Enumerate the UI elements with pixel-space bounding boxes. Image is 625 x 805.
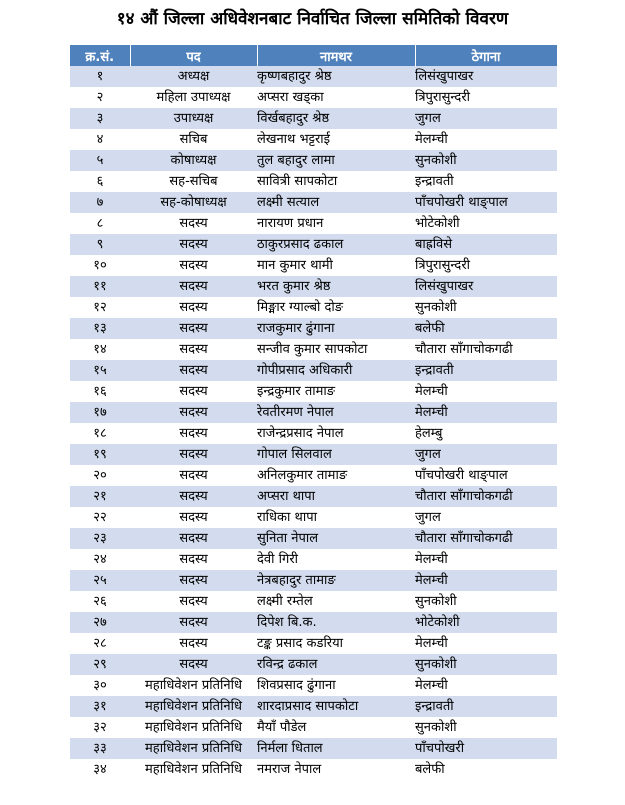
row-address: इन्द्रावती <box>415 171 557 192</box>
row-address: इन्द्रावती <box>415 696 557 717</box>
row-name: भरत कुमार श्रेष्ठ <box>257 276 415 297</box>
row-post: सदस्य <box>130 486 257 507</box>
row-post: सदस्य <box>130 402 257 423</box>
table-row <box>70 213 557 234</box>
row-name: सुनिता नेपाल <box>257 528 415 549</box>
row-serial: १५ <box>70 360 130 381</box>
row-serial: ३२ <box>70 717 130 738</box>
table-row <box>70 507 557 528</box>
row-name: कृष्णबहादुर श्रेष्ठ <box>257 66 415 87</box>
row-address: सुनकोशी <box>415 591 557 612</box>
row-address: त्रिपुरासुन्दरी <box>415 87 557 108</box>
row-address: पाँचपोखरी थाङ्पाल <box>415 465 557 486</box>
row-serial: ३ <box>70 108 130 129</box>
row-post: सदस्य <box>130 654 257 675</box>
row-address: बाह्रविसे <box>415 234 557 255</box>
table-row <box>70 360 557 381</box>
row-name: लक्ष्मी सत्याल <box>257 192 415 213</box>
row-address: भोटेकोशी <box>415 213 557 234</box>
table-row <box>70 381 557 402</box>
row-name: सावित्री सापकोटा <box>257 171 415 192</box>
row-serial: २२ <box>70 507 130 528</box>
table-row <box>70 633 557 654</box>
row-post: महाधिवेशन प्रतिनिधि <box>130 738 257 759</box>
row-name: राजेन्द्रप्रसाद नेपाल <box>257 423 415 444</box>
row-address: सुनकोशी <box>415 150 557 171</box>
row-serial: ३३ <box>70 738 130 759</box>
table-row <box>70 171 557 192</box>
row-name: राजकुमार ढुंगाना <box>257 318 415 339</box>
page-title: १४ औं जिल्ला अधिवेशनबाट निर्वाचित जिल्ला समितिको विवरण <box>116 9 509 29</box>
row-address: लिसंखुपाखर <box>415 66 557 87</box>
row-name: मान कुमार थामी <box>257 255 415 276</box>
row-address: सुनकोशी <box>415 654 557 675</box>
row-serial: १८ <box>70 423 130 444</box>
row-serial: १७ <box>70 402 130 423</box>
table-row <box>70 255 557 276</box>
row-post: सदस्य <box>130 234 257 255</box>
row-name: राधिका थापा <box>257 507 415 528</box>
row-address: मेलम्ची <box>415 549 557 570</box>
row-address: मेलम्ची <box>415 675 557 696</box>
row-name: देवी गिरी <box>257 549 415 570</box>
row-post: सदस्य <box>130 549 257 570</box>
row-address: जुगल <box>415 108 557 129</box>
row-name: शारदाप्रसाद सापकोटा <box>257 696 415 717</box>
row-post: सदस्य <box>130 444 257 465</box>
row-address: भोटेकोशी <box>415 612 557 633</box>
row-serial: २१ <box>70 486 130 507</box>
table-row <box>70 738 557 759</box>
row-name: सन्जीव कुमार सापकोटा <box>257 339 415 360</box>
row-serial: ९ <box>70 234 130 255</box>
table-row <box>70 759 557 780</box>
table-row <box>70 297 557 318</box>
table-header-row <box>70 45 557 66</box>
row-post: सदस्य <box>130 339 257 360</box>
header-name: नामथर <box>257 45 415 66</box>
row-post: सदस्य <box>130 570 257 591</box>
table-row <box>70 717 557 738</box>
row-serial: २५ <box>70 570 130 591</box>
row-post: सदस्य <box>130 528 257 549</box>
row-serial: २४ <box>70 549 130 570</box>
row-post: सह-कोषाध्यक्ष <box>130 192 257 213</box>
row-name: रविन्द्र ढकाल <box>257 654 415 675</box>
row-post: महाधिवेशन प्रतिनिधि <box>130 717 257 738</box>
table-row <box>70 87 557 108</box>
header-address: ठेगाना <box>415 45 557 66</box>
row-post: सदस्य <box>130 318 257 339</box>
row-name: मैयाँ पौडेल <box>257 717 415 738</box>
table-row <box>70 486 557 507</box>
row-serial: ७ <box>70 192 130 213</box>
row-serial: १४ <box>70 339 130 360</box>
table-row <box>70 675 557 696</box>
row-post: महाधिवेशन प्रतिनिधि <box>130 675 257 696</box>
table-row <box>70 402 557 423</box>
row-name: तुल बहादुर लामा <box>257 150 415 171</box>
row-name: इन्द्रकुमार तामाङ <box>257 381 415 402</box>
row-post: सदस्य <box>130 591 257 612</box>
row-address: हेलम्बु <box>415 423 557 444</box>
table-row <box>70 423 557 444</box>
row-name: शिवप्रसाद ढुंगाना <box>257 675 415 696</box>
row-post: महिला उपाध्यक्ष <box>130 87 257 108</box>
row-serial: २३ <box>70 528 130 549</box>
row-serial: २७ <box>70 612 130 633</box>
row-serial: ३४ <box>70 759 130 780</box>
row-name: दिपेश बि.क. <box>257 612 415 633</box>
table-row <box>70 339 557 360</box>
row-address: मेलम्ची <box>415 129 557 150</box>
table-row <box>70 549 557 570</box>
row-name: गोपाल सिलवाल <box>257 444 415 465</box>
table-row <box>70 591 557 612</box>
row-address: मेलम्ची <box>415 402 557 423</box>
row-name: नारायण प्रधान <box>257 213 415 234</box>
row-name: मिङ्मार ग्याल्बो दोङ <box>257 297 415 318</box>
row-name: अप्सरा थापा <box>257 486 415 507</box>
table-row <box>70 654 557 675</box>
row-post: सदस्य <box>130 297 257 318</box>
header-post: पद <box>130 45 257 66</box>
row-address: चौतारा साँगाचोकगढी <box>415 339 557 360</box>
row-post: सदस्य <box>130 213 257 234</box>
row-address: चौतारा साँगाचोकगढी <box>415 528 557 549</box>
row-post: सदस्य <box>130 360 257 381</box>
row-name: विर्खबहादुर श्रेष्ठ <box>257 108 415 129</box>
row-address: सुनकोशी <box>415 717 557 738</box>
row-name: नमराज नेपाल <box>257 759 415 780</box>
row-address: पाँचपोखरी <box>415 738 557 759</box>
row-name: ठाकुरप्रसाद ढकाल <box>257 234 415 255</box>
header-serial: क्र.सं. <box>70 45 130 66</box>
table-row <box>70 318 557 339</box>
row-serial: ५ <box>70 150 130 171</box>
row-post: सदस्य <box>130 612 257 633</box>
committee-table <box>70 45 558 780</box>
table-row <box>70 444 557 465</box>
row-post: सदस्य <box>130 255 257 276</box>
row-address: बलेफी <box>415 759 557 780</box>
row-serial: ६ <box>70 171 130 192</box>
table-row <box>70 612 557 633</box>
row-address: पाँचपोखरी थाङ्पाल <box>415 192 557 213</box>
row-name: निर्मला धिताल <box>257 738 415 759</box>
row-serial: १० <box>70 255 130 276</box>
row-serial: ३० <box>70 675 130 696</box>
row-serial: ८ <box>70 213 130 234</box>
row-post: महाधिवेशन प्रतिनिधि <box>130 759 257 780</box>
row-address: लिसंखुपाखर <box>415 276 557 297</box>
row-serial: ४ <box>70 129 130 150</box>
table-row <box>70 696 557 717</box>
table-row <box>70 66 557 87</box>
row-post: सदस्य <box>130 423 257 444</box>
row-address: मेलम्ची <box>415 633 557 654</box>
table-row <box>70 465 557 486</box>
row-address: जुगल <box>415 507 557 528</box>
row-serial: २६ <box>70 591 130 612</box>
row-post: महाधिवेशन प्रतिनिधि <box>130 696 257 717</box>
row-post: सदस्य <box>130 276 257 297</box>
row-serial: २९ <box>70 654 130 675</box>
row-serial: १९ <box>70 444 130 465</box>
row-address: जुगल <box>415 444 557 465</box>
row-post: उपाध्यक्ष <box>130 108 257 129</box>
table-row <box>70 108 557 129</box>
table-row <box>70 192 557 213</box>
row-name: गोपीप्रसाद अधिकारी <box>257 360 415 381</box>
row-address: चौतारा साँगाचोकगढी <box>415 486 557 507</box>
row-name: लेखनाथ भट्टराई <box>257 129 415 150</box>
row-post: सह-सचिब <box>130 171 257 192</box>
row-address: सुनकोशी <box>415 297 557 318</box>
row-serial: २८ <box>70 633 130 654</box>
row-serial: १ <box>70 66 130 87</box>
row-name: अप्सरा खड्का <box>257 87 415 108</box>
row-post: सचिब <box>130 129 257 150</box>
row-name: अनिलकुमार तामाङ <box>257 465 415 486</box>
row-address: त्रिपुरासुन्दरी <box>415 255 557 276</box>
row-name: नेत्रबहादुर तामाङ <box>257 570 415 591</box>
row-name: टङ्क प्रसाद कडरिया <box>257 633 415 654</box>
row-post: सदस्य <box>130 507 257 528</box>
row-post: अध्यक्ष <box>130 66 257 87</box>
table-row <box>70 150 557 171</box>
row-name: लक्ष्मी रम्तेल <box>257 591 415 612</box>
row-post: सदस्य <box>130 633 257 654</box>
row-serial: १६ <box>70 381 130 402</box>
row-address: बलेफी <box>415 318 557 339</box>
row-serial: १२ <box>70 297 130 318</box>
table-row <box>70 276 557 297</box>
table-row <box>70 129 557 150</box>
row-serial: १३ <box>70 318 130 339</box>
table-row <box>70 570 557 591</box>
table-body <box>70 66 557 780</box>
row-serial: ३१ <box>70 696 130 717</box>
row-post: कोषाध्यक्ष <box>130 150 257 171</box>
row-post: सदस्य <box>130 381 257 402</box>
row-address: मेलम्ची <box>415 570 557 591</box>
row-address: मेलम्ची <box>415 381 557 402</box>
table-row <box>70 528 557 549</box>
row-post: सदस्य <box>130 465 257 486</box>
row-serial: ११ <box>70 276 130 297</box>
table-row <box>70 234 557 255</box>
row-address: इन्द्रावती <box>415 360 557 381</box>
row-name: रेवतीरमण नेपाल <box>257 402 415 423</box>
row-serial: २० <box>70 465 130 486</box>
row-serial: २ <box>70 87 130 108</box>
